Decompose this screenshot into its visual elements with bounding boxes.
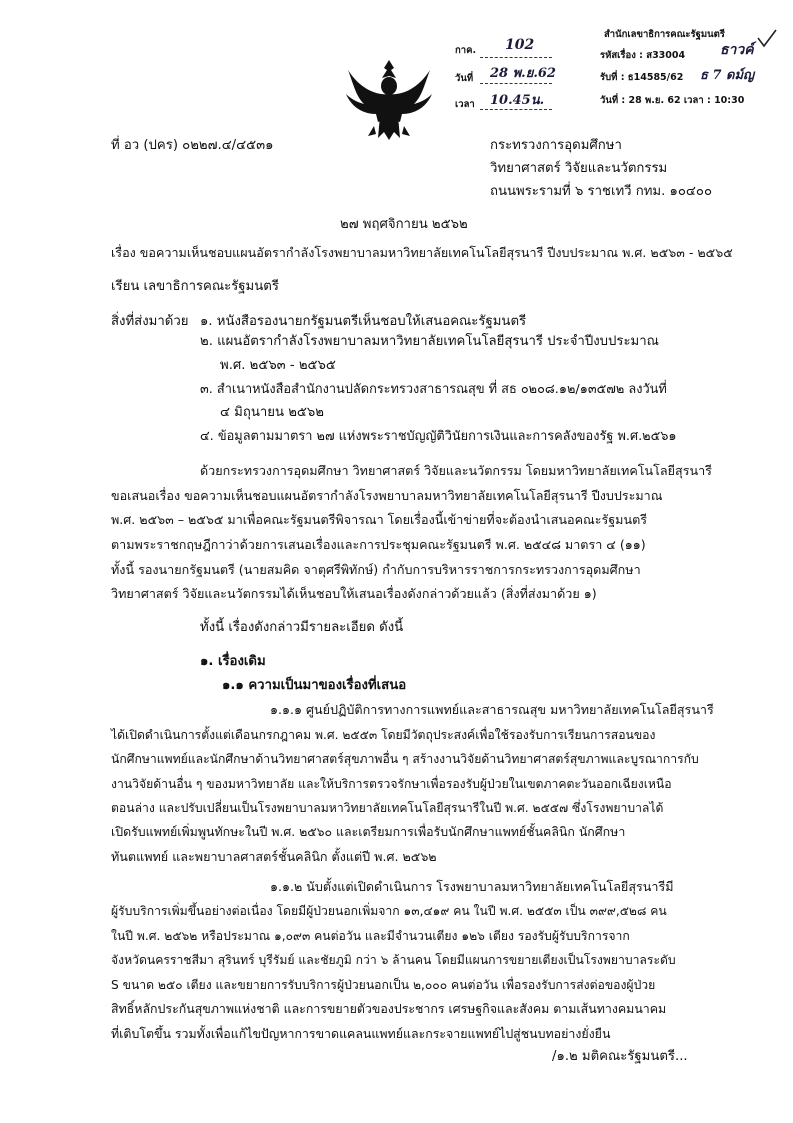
section-heading-1-1: ๑.๑ ความเป็นมาของเรื่องที่เสนอ — [222, 678, 407, 693]
ministry-stamp-date-line — [480, 83, 552, 84]
ministry-name: กระทรวงการอุดมศึกษา — [490, 138, 622, 153]
checkmark-icon — [756, 28, 778, 50]
paragraph-1-1-2-line: ที่เติบโตขึ้น รวมทั้งเพื่อแก้ไขปัญหาการขาดแคลนแพทย์และกระจายแพทย์ไปสู่ชนบทอย่างยั่งยืน — [111, 1026, 611, 1041]
paragraph-1-1-1-line: เปิดรับแพทย์เพิ่มพูนทักษะในปี พ.ศ. ๒๕๖๐ และเตรียมการเพื่อรับนักศึกษาแพทย์ชั้นคลินิก นักศึกษา — [111, 824, 626, 839]
intro-paragraph-line: พ.ศ. ๒๕๖๓ – ๒๕๖๕ มาเพื่อคณะรัฐมนตรีพิจารณา โดยเรื่องนี้เข้าข่ายที่จะต้องนำเสนอคณะรัฐมนตรี — [111, 512, 648, 527]
paragraph-1-1-1-line: งานวิจัยด้านอื่น ๆ ของมหาวิทยาลัย และให้บริการตรวจรักษาเพื่อรองรับผู้ป่วยในเขตภาคตะวันออกเฉียงเหนือ — [111, 777, 672, 791]
enclosure-item: พ.ศ. ๒๕๖๓ - ๒๕๖๕ — [220, 358, 336, 373]
intro-paragraph-line: ขอเสนอเรื่อง ขอความเห็นชอบแผนอัตรากำลังโรงพยาบาลมหาวิทยาลัยเทคโนโลยีสุรนารี ปีงบประมาณ — [111, 488, 663, 503]
paragraph-1-1-1-line: ตอนล่าง และปรับเปลี่ยนเป็นโรงพยาบาลมหาวิทยาลัยเทคโนโลยีสุรนารีในปี พ.ศ. ๒๕๕๗ ซึ่งโรงพยาบาลได้ — [111, 801, 664, 815]
addressee-line: เรียน เลขาธิการคณะรัฐมนตรี — [111, 279, 279, 294]
enclosure-item: ๑. หนังสือรองนายกรัฐมนตรีเห็นชอบให้เสนอคณะรัฐมนตรี — [200, 314, 527, 329]
continuation-note: /๑.๒ มติคณะรัฐมนตรี... — [552, 1049, 688, 1064]
paragraph-1-1-2-line: ในปี พ.ศ. ๒๕๖๒ หรือประมาณ ๑,๐๙๓ คนต่อวัน และมีจำนวนเตียง ๑๒๖ เตียง รองรับผู้รับบริการจาก — [111, 929, 630, 943]
ministry-stamp-date-value: 28 พ.ย.62 — [490, 66, 556, 81]
paragraph-1-1-2-line: ๑.๑.๒ นับตั้งแต่เปิดดำเนินการ โรงพยาบาลมหาวิทยาลัยเทคโนโลยีสุรนารีมี — [270, 879, 674, 894]
paragraph-1-1-1-line: ได้เปิดดำเนินการตั้งแต่เดือนกรกฎาคม พ.ศ. ๒๕๕๓ โดยมีวัตถุประสงค์เพื่อใช้รองรับการเรียนการสอนของ — [111, 728, 656, 742]
enclosure-item: ๒. แผนอัตรากำลังโรงพยาบาลมหาวิทยาลัยเทคโนโลยีสุรนารี ประจำปีงบประมาณ — [200, 334, 659, 349]
receipt-stamp-receipt-handwriting: ธ 7 ดม์ญ — [700, 68, 755, 83]
paragraph-1-1-1-line: ทันตแพทย์ และพยาบาลศาสตร์ชั้นคลินิก ตั้งแต่ปี พ.ศ. ๒๕๖๒ — [111, 849, 437, 864]
intro-paragraph-line: วิทยาศาสตร์ วิจัยและนวัตกรรมได้เห็นชอบให้เสนอเรื่องดังกล่าวด้วยแล้ว (สิ่งที่ส่งมาด้วย ๑) — [111, 586, 597, 601]
ministry-address: ถนนพระรามที่ ๖ ราชเทวี กทม. ๑๐๔๐๐ — [490, 184, 712, 199]
receipt-stamp-datetime: วันที่ : 28 พ.ย. 62 เวลา : 10:30 — [600, 95, 745, 106]
paragraph-1-1-1-line: ๑.๑.๑ ศูนย์ปฏิบัติการทางการแพทย์และสาธารณสุข มหาวิทยาลัยเทคโนโลยีสุรนารี — [270, 702, 714, 717]
paragraph-1-1-2-line: จังหวัดนครราชสีมา สุรินทร์ บุรีรัมย์ และชัยภูมิ กว่า ๖ ล้านคน โดยมีแผนการขยายเตียงเป็นโรงพยาบาลระดับ — [111, 953, 676, 967]
enclosure-item: ๔. ข้อมูลตามมาตรา ๒๗ แห่งพระราชบัญญัติวินัยการเงินและการคลังของรัฐ พ.ศ.๒๕๖๑ — [200, 429, 677, 444]
intro-paragraph-line: ทั้งนี้ รองนายกรัฐมนตรี (นายสมคิด จาตุศรีพิทักษ์) กำกับการบริหารราชการกระทรวงการอุดมศึกษา — [111, 562, 641, 577]
reference-number: ที่ อว (ปคร) ๐๒๒๗.๔/๔๕๓๑ — [111, 138, 274, 153]
ministry-stamp-no-label: กาค. — [455, 45, 477, 56]
garuda-emblem-icon — [344, 56, 434, 142]
ministry-stamp-no-line — [480, 57, 552, 58]
ministry-stamp-time-line — [480, 109, 552, 110]
paragraph-1-1-2-line: S ขนาด ๒๕๐ เตียง และขยายการรับบริการผู้ป่วยนอกเป็น ๒,๐๐๐ คนต่อวัน เพื่อรองรับการส่งต่อของผู้ป่วย — [111, 978, 656, 992]
ministry-stamp-time-label: เวลา — [455, 99, 475, 110]
enclosure-item: ๔ มิถุนายน ๒๕๖๒ — [220, 405, 324, 420]
subject-line: เรื่อง ขอความเห็นชอบแผนอัตรากำลังโรงพยาบาลมหาวิทยาลัยเทคโนโลยีสุรนารี ปีงบประมาณ พ.ศ. ๒๕๖๓ - ๒๕๖๕ — [111, 245, 733, 260]
enclosure-item: ๓. สำเนาหนังสือสำนักงานปลัดกระทรวงสาธารณสุข ที่ สธ ๐๒๐๘.๑๒/๑๓๕๗๒ ลงวันที่ — [200, 382, 667, 397]
receipt-stamp-subject-handwriting: ธาวค์ — [720, 42, 754, 58]
paragraph-1-1-1-line: นักศึกษาแพทย์และนักศึกษาด้านวิทยาศาสตร์สุขภาพอื่น ๆ สร้างงานวิจัยด้านวิทยาศาสตร์สุขภาพและบูรณาการกับ — [111, 752, 699, 766]
paragraph-1-1-2-line: ผู้รับบริการเพิ่มขึ้นอย่างต่อเนื่อง โดยมีผู้ป่วยนอกเพิ่มจาก ๑๓,๔๑๙ คน ในปี พ.ศ. ๒๕๕๓ เป็น ๓๙๙,๕๒๘ คน — [111, 904, 667, 918]
section-heading-1: ๑. เรื่องเดิม — [200, 654, 266, 669]
ministry-stamp-date-label: วันที่ — [455, 73, 474, 84]
ministry-name-line-2: วิทยาศาสตร์ วิจัยและนวัตกรรม — [490, 161, 668, 176]
intro-paragraph-line: ด้วยกระทรวงการอุดมศึกษา วิทยาศาสตร์ วิจัยและนวัตกรรม โดยมหาวิทยาลัยเทคโนโลยีสุรนารี — [200, 463, 712, 478]
ministry-stamp-no-value: 102 — [505, 37, 535, 53]
receipt-stamp-receipt-no: รับที่ : ธ14585/62 — [600, 72, 684, 83]
paragraph-1-1-2-line: สิทธิ์หลักประกันสุขภาพแห่งชาติ และการขยายตัวของประชากร เศรษฐกิจและสังคม ตามเส้นทางคมนาคม — [111, 1001, 667, 1016]
ministry-stamp-time-value: 10.45น. — [490, 93, 545, 108]
intro-paragraph-line: ตามพระราชกฤษฎีกาว่าด้วยการเสนอเรื่องและการประชุมคณะรัฐมนตรี พ.ศ. ๒๕๔๘ มาตรา ๔ (๑๑) — [111, 537, 646, 552]
detail-intro-line: ทั้งนี้ เรื่องดังกล่าวมีรายละเอียด ดังนี้ — [200, 620, 404, 635]
receipt-stamp-office: สำนักเลขาธิการคณะรัฐมนตรี — [604, 29, 725, 40]
receipt-stamp-subject-code: รหัสเรื่อง : ส33004 — [600, 50, 686, 61]
enclosures-label: สิ่งที่ส่งมาด้วย — [111, 314, 189, 329]
document-date: ๒๗ พฤศจิกายน ๒๕๖๒ — [340, 217, 468, 232]
